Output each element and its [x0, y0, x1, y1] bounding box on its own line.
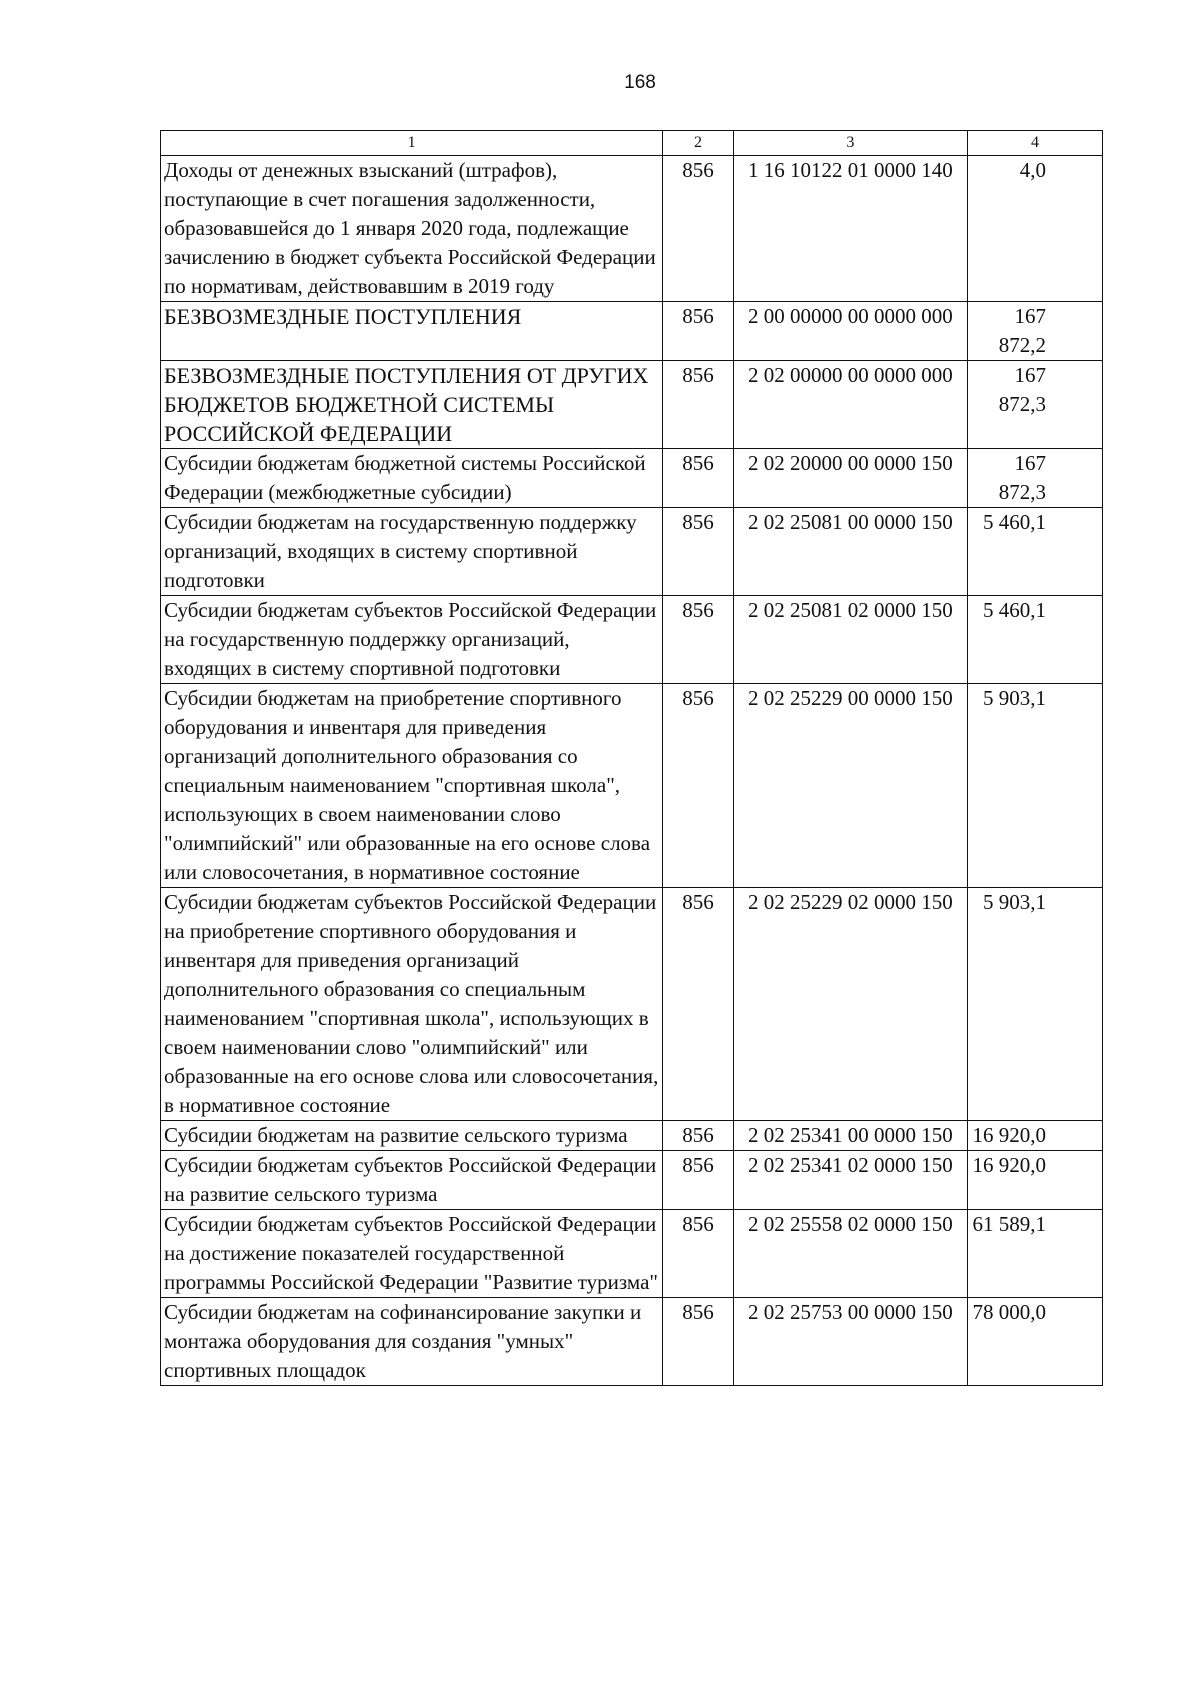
table-row — [161, 888, 1103, 1121]
budget-code-cell: 2 02 25081 00 0000 150 — [733, 508, 967, 596]
table-row — [161, 508, 1103, 596]
table-row — [161, 361, 1103, 449]
table-row — [161, 596, 1103, 684]
income-name-cell: Субсидии бюджетам бюджетной системы Российской Федерации (межбюджетные субсидии) — [161, 449, 663, 508]
admin-code-cell: 856 — [663, 1151, 734, 1210]
admin-code-cell: 856 — [663, 361, 734, 449]
header-col-3: 3 — [733, 131, 967, 156]
table-row — [161, 684, 1103, 888]
budget-code-cell: 2 02 25753 00 0000 150 — [733, 1298, 967, 1386]
income-name-cell: Субсидии бюджетам на софинансирование закупки и монтажа оборудования для создания "умных" спортивных площадок — [161, 1298, 663, 1386]
income-name-cell: Субсидии бюджетам субъектов Российской Федерации на развитие сельского туризма — [161, 1151, 663, 1210]
budget-code-cell: 2 02 20000 00 0000 150 — [733, 449, 967, 508]
income-name-cell: Субсидии бюджетам на государственную поддержку организаций, входящих в систему спортивной подготовки — [161, 508, 663, 596]
amount-cell: 4,0 — [967, 156, 1102, 302]
header-col-1: 1 — [161, 131, 663, 156]
budget-table — [160, 130, 1103, 1386]
amount-cell: 5 460,1 — [967, 596, 1102, 684]
amount-cell: 5 460,1 — [967, 508, 1102, 596]
budget-code-cell: 2 02 00000 00 0000 000 — [733, 361, 967, 449]
amount-cell: 16 920,0 — [967, 1121, 1102, 1151]
admin-code-cell: 856 — [663, 1121, 734, 1151]
header-col-2: 2 — [663, 131, 734, 156]
budget-code-cell: 2 02 25341 00 0000 150 — [733, 1121, 967, 1151]
income-name-cell: Субсидии бюджетам субъектов Российской Федерации на достижение показателей государственной программы Российской Федерации "Развитие туризма" — [161, 1210, 663, 1298]
table-row — [161, 449, 1103, 508]
amount-cell: 16 920,0 — [967, 1151, 1102, 1210]
budget-code-cell: 2 02 25558 02 0000 150 — [733, 1210, 967, 1298]
income-name-cell: Доходы от денежных взысканий (штрафов), поступающие в счет погашения задолженности, образовавшейся до 1 января 2020 года, подлежащие зачислению в бюджет субъекта Российской Федерации по нормативам, действовавшим в 2019 году — [161, 156, 663, 302]
amount-cell: 5 903,1 — [967, 888, 1102, 1121]
admin-code-cell: 856 — [663, 508, 734, 596]
header-col-4: 4 — [967, 131, 1102, 156]
income-name-cell: БЕЗВОЗМЕЗДНЫЕ ПОСТУПЛЕНИЯ — [161, 302, 663, 361]
table-row — [161, 1298, 1103, 1386]
amount-cell: 61 589,1 — [967, 1210, 1102, 1298]
table-row — [161, 1210, 1103, 1298]
budget-code-cell: 2 02 25081 02 0000 150 — [733, 596, 967, 684]
income-name-cell: БЕЗВОЗМЕЗДНЫЕ ПОСТУПЛЕНИЯ ОТ ДРУГИХ БЮДЖЕТОВ БЮДЖЕТНОЙ СИСТЕМЫ РОССИЙСКОЙ ФЕДЕРАЦИИ — [161, 361, 663, 449]
admin-code-cell: 856 — [663, 596, 734, 684]
amount-cell: 5 903,1 — [967, 684, 1102, 888]
admin-code-cell: 856 — [663, 302, 734, 361]
table-row — [161, 1121, 1103, 1151]
amount-cell: 167 872,3 — [967, 361, 1102, 449]
table-header-row — [161, 131, 1103, 156]
income-name-cell: Субсидии бюджетам субъектов Российской Федерации на приобретение спортивного оборудования и инвентаря для приведения организаций дополнительного образования со специальным наименованием "спортивная школа", использующих в своем наименовании слово "олимпийский" или образованные на его основе слова или словосочетания, в нормативное состояние — [161, 888, 663, 1121]
admin-code-cell: 856 — [663, 449, 734, 508]
income-name-cell: Субсидии бюджетам на развитие сельского туризма — [161, 1121, 663, 1151]
budget-code-cell: 2 02 25229 02 0000 150 — [733, 888, 967, 1121]
page-number: 168 — [624, 72, 656, 93]
admin-code-cell: 856 — [663, 1210, 734, 1298]
amount-cell: 167 872,3 — [967, 449, 1102, 508]
admin-code-cell: 856 — [663, 888, 734, 1121]
amount-cell: 78 000,0 — [967, 1298, 1102, 1386]
budget-code-cell: 1 16 10122 01 0000 140 — [733, 156, 967, 302]
admin-code-cell: 856 — [663, 156, 734, 302]
budget-code-cell: 2 02 25341 02 0000 150 — [733, 1151, 967, 1210]
income-name-cell: Субсидии бюджетам на приобретение спортивного оборудования и инвентаря для приведения организаций дополнительного образования со специальным наименованием "спортивная школа", использующих в своем наименовании слово "олимпийский" или образованные на его основе слова или словосочетания, в нормативное состояние — [161, 684, 663, 888]
amount-cell: 167 872,2 — [967, 302, 1102, 361]
admin-code-cell: 856 — [663, 1298, 734, 1386]
table-row — [161, 156, 1103, 302]
income-name-cell: Субсидии бюджетам субъектов Российской Федерации на государственную поддержку организаций, входящих в систему спортивной подготовки — [161, 596, 663, 684]
admin-code-cell: 856 — [663, 684, 734, 888]
table-row — [161, 1151, 1103, 1210]
budget-code-cell: 2 00 00000 00 0000 000 — [733, 302, 967, 361]
budget-code-cell: 2 02 25229 00 0000 150 — [733, 684, 967, 888]
table-row — [161, 302, 1103, 361]
